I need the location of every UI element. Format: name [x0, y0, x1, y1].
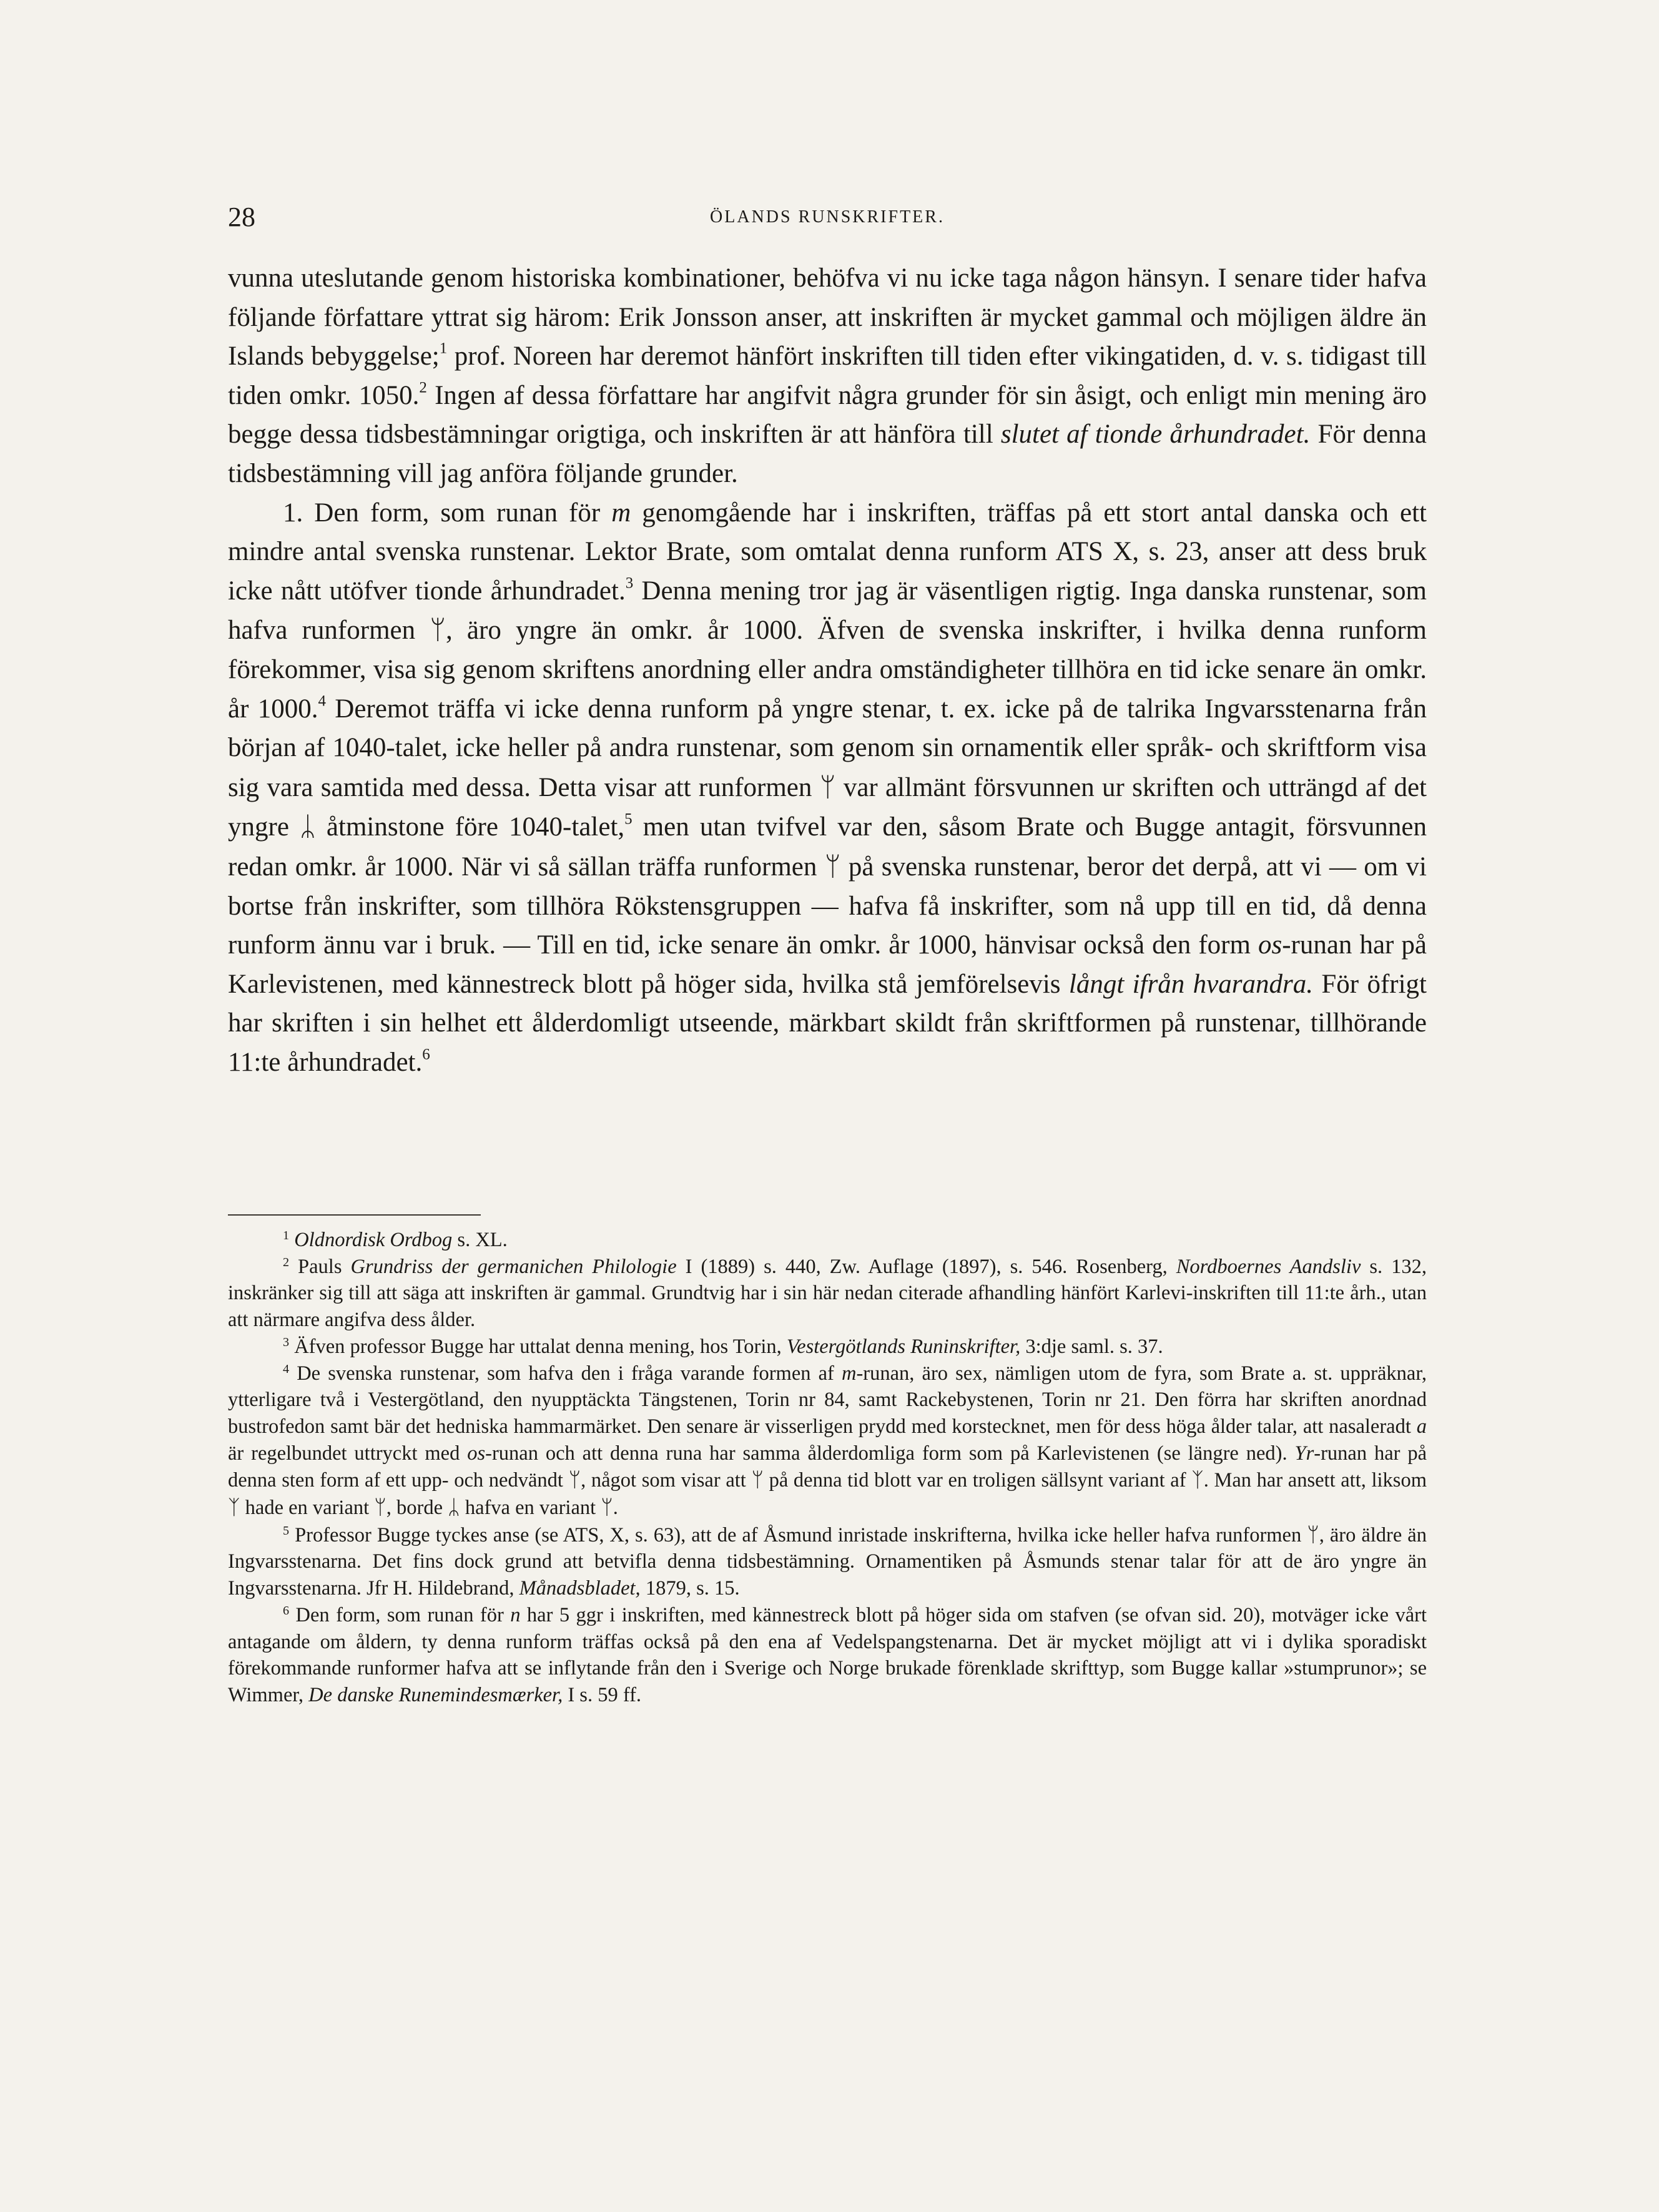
- emphasis: långt ifrån hvarandra.: [1068, 969, 1313, 999]
- footnote-1: $^1$ Oldnordisk Ordbog s. XL.: [283, 1228, 508, 1251]
- footnote-6: $^6$ Den form, som runan för n har 5 ggr i inskriften, med kännestreck blott på höger sida om stafven (se ofvan sid. 20), motväger icke vårt antagande om åldern, ty denna runform träffas också på den ena af Vedelspangstenarna. Det är mycket möjligt att vi i dylika sporadiskt förekommande runformer hafva att se inflytande från den i Sverige och Norge brukade förenklade skrifttyp, som Bugge kallar »stumprunor»; se Wimmer, De danske Runemindesmærker, I s. 59 ff.: [228, 1603, 1427, 1706]
- footnote-3: $^3$ Äfven professor Bugge har uttalat denna mening, hos Torin, Vestergötlands Runinskrifter, 3:dje saml. s. 37.: [283, 1335, 1163, 1358]
- rune-glyph: ᛘ: [751, 1468, 764, 1492]
- footnote-4: $^4$ De svenska runstenar, som hafva den i fråga varande formen af m-runan, äro sex, nämligen utom de fyra, som Brate a. st. uppräknar, ytterligare två i Vestergötland, den nyupptäckta Tängstenen, Torin nr 84, samt Rackebystenen, Torin nr 21. Den förra har skriften anordnad bustrofedon samt bär det hedniska hammarmärket. Den senare är visserligen prydd med korstecknet, men för dess höga ålder talar, att nasaleradt a är regelbundet uttryckt med os-runan och att denna runa har samma ålderdomliga form som på Karlevistenen (se längre ned). Yr-runan har på denna sten form af ett upp- och nedvändt ᛘ, något som visar att ᛘ på denna tid blott var en troligen sällsynt variant af ᛉ. Man har ansett att, liksom ᛉ hade en variant ᛘ, borde ᛦ hafva en variant ᛘ.: [228, 1362, 1427, 1520]
- emphasis: os: [1258, 930, 1282, 960]
- rune-glyph: ᛦ: [448, 1495, 460, 1520]
- main-text: [228, 259, 1427, 1082]
- footnote-5: $^5$ Professor Bugge tyckes anse (se ATS, X, s. 63), att de af Åsmund inristade inskrifterna, hvilka icke heller hafva runformen ᛘ, äro äldre än Ingvarsstenarna. Det fins dock grund att betvifla denna tidsbestämning. Ornamentiken på Åsmunds stenar talar för att de äro yngre än Ingvarsstenarna. Jfr H. Hildebrand, Månadsbladet, 1879, s. 15.: [228, 1522, 1427, 1600]
- rune-glyph: ᛘ: [819, 771, 836, 803]
- rune-glyph: ᛘ: [430, 614, 446, 646]
- emphasis: m: [611, 498, 631, 528]
- running-title: ÖLANDS RUNSKRIFTER.: [710, 207, 945, 227]
- footnote-ref-2: 2: [419, 379, 427, 396]
- footnote-2: $^2$ Pauls Grundriss der germanichen Philologie I (1889) s. 440, Zw. Auflage (1897), s. 546. Rosenberg, Nordboernes Aandsliv s. 132, inskränker sig till att säga att inskriften är gammal. Grundtvig har i sin här nedan citerade afhandling hänfört Karlevi-inskriften till 11:te årh., utan att närmare angifva dess ålder.: [228, 1255, 1427, 1332]
- footnote-ref-5: 5: [624, 810, 633, 828]
- footnote-ref-3: 3: [625, 574, 634, 592]
- footnote-ref-6: 6: [422, 1046, 430, 1063]
- footnote-ref-4: 4: [318, 692, 326, 709]
- rune-glyph: ᛘ: [568, 1468, 581, 1492]
- rune-glyph: ᛘ: [601, 1495, 613, 1520]
- rune-glyph: ᛘ: [374, 1495, 386, 1520]
- rune-glyph: ᛘ: [824, 850, 841, 882]
- rune-glyph: ᛉ: [228, 1495, 240, 1520]
- page-header: [228, 201, 1427, 238]
- rune-glyph: ᛘ: [1307, 1522, 1319, 1546]
- footnote-ref-1: 1: [439, 340, 448, 357]
- rune-glyph: ᛦ: [300, 811, 316, 843]
- footnotes: [228, 1227, 1427, 1709]
- footnote-divider: [228, 1214, 481, 1216]
- paragraph-1: vunna uteslutande genom historiska kombinationer, behöfva vi nu icke taga någon hänsyn. I senare tider hafva följande författare yttrat sig härom: Erik Jonsson anser, att inskriften är mycket gammal och möjligen äldre än Islands bebyggelse;$^1$ prof. Noreen har deremot hänfört inskriften till tiden efter vikingatiden, d. v. s. tidigast till tiden omkr. 1050.$^2$ Ingen af dessa författare har angifvit några grunder för sin åsigt, och enligt min mening äro begge dessa tidsbestämningar origtiga, och inskriften är att hänföra till slutet af tionde århundradet. För denna tidsbestämning vill jag anföra följande grunder.: [228, 263, 1427, 488]
- paragraph-2: 1. Den form, som runan för m genomgående har i inskriften, träffas på ett stort antal danska och ett mindre antal svenska runstenar. Lektor Brate, som omtalat denna runform ATS X, s. 23, anser att dess bruk icke nått utöfver tionde århundradet.$^3$ Denna mening tror jag är väsentligen rigtig. Inga danska runstenar, som hafva runformen ᛘ, äro yngre än omkr. år 1000. Äfven de svenska inskrifter, i hvilka denna runform förekommer, visa sig genom skriftens anordning eller andra omständigheter tillhöra en tid icke senare än omkr. år 1000.$^4$ Deremot träffa vi icke denna runform på yngre stenar, t. ex. icke på de talrika Ingvarsstenarna från början af 1040-talet, icke heller på andra runstenar, som genom sin ornamentik eller språk- och skriftform visa sig vara samtida med dessa. Detta visar att runformen ᛘ var allmänt försvunnen ur skriften och utträngd af det yngre ᛦ åtminstone före 1040-talet,$^5$ men utan tvifvel var den, såsom Brate och Bugge antagit, försvunnen redan omkr. år 1000. När vi så sällan träffa runformen ᛘ på svenska runstenar, beror det derpå, att vi — om vi bortse från inskrifter, som tillhöra Rökstensgruppen — hafva få inskrifter, som nå upp till en tid, då denna runform ännu var i bruk. — Till en tid, icke senare än omkr. år 1000, hänvisar också den form os-runan har på Karlevistenen, med kännestreck blott på höger sida, hvilka stå jemförelsevis långt ifrån hvarandra. För öfrigt har skriften i sin helhet ett ålderdomligt utseende, märkbart skildt från skriftformen på runstenar, tillhörande 11:te århundradet.$^6$: [228, 498, 1427, 1077]
- emphasis: slutet af tionde århundradet.: [1000, 420, 1311, 450]
- rune-glyph: ᛉ: [1191, 1468, 1204, 1492]
- page-number: 28: [228, 202, 255, 232]
